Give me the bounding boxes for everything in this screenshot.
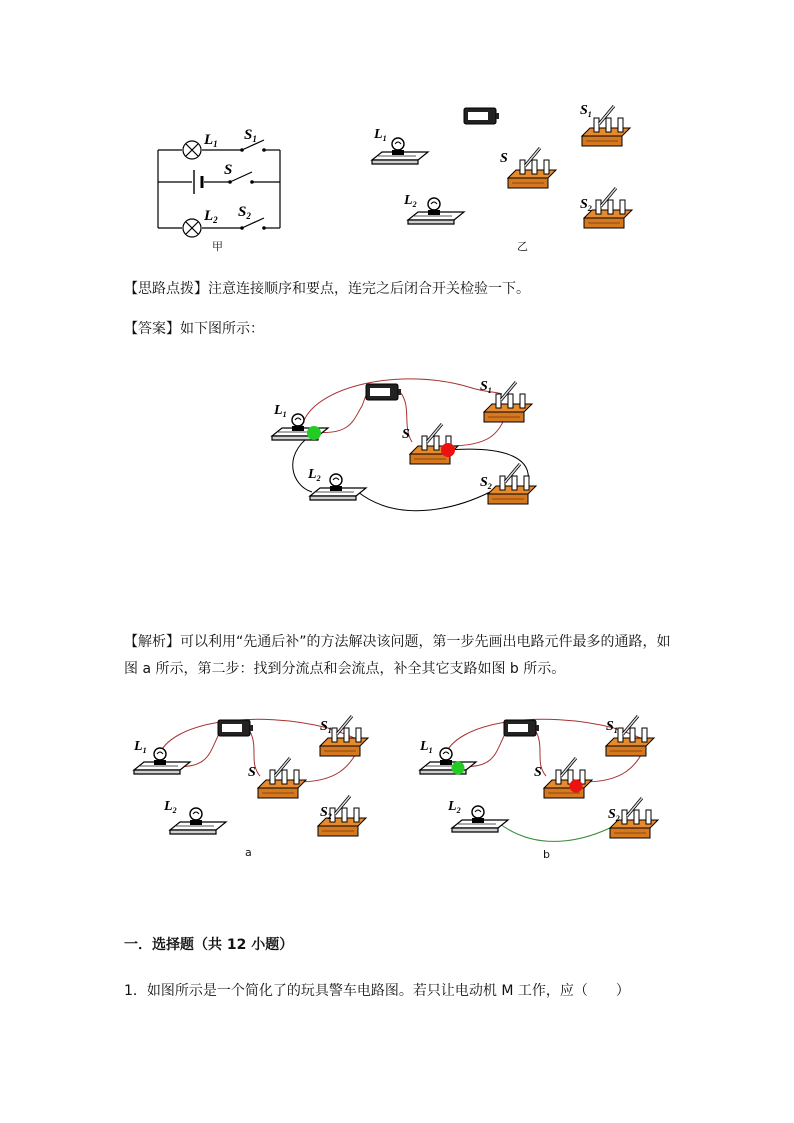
label-s1: S bbox=[244, 127, 253, 143]
svg-text:S2: $S_2$ bbox=[608, 807, 620, 823]
svg-text:S2: $S_2$ bbox=[238, 204, 251, 221]
battery-icon bbox=[464, 108, 499, 124]
svg-text:S1: $S_1$ bbox=[606, 719, 618, 735]
hint-bracket: 【思路点拨】 bbox=[124, 281, 208, 297]
components-figure-yi bbox=[360, 96, 650, 246]
svg-text:L2: $L_2$ bbox=[204, 208, 218, 225]
battery-symbol bbox=[194, 170, 202, 194]
answer-bracket: 【答案】 bbox=[124, 321, 180, 337]
circuit-diagram-jia bbox=[150, 122, 300, 252]
analysis-bracket: 【解析】 bbox=[124, 634, 180, 650]
svg-text:S: S bbox=[248, 765, 256, 780]
svg-text:L1: $L_1$ bbox=[134, 739, 147, 755]
analysis-text-1: 可以利用“先通后补”的方法解决该问题，第一步先画出电路元件最多的通路，如 bbox=[180, 634, 671, 650]
svg-text:S2: $S_2$ bbox=[320, 805, 332, 821]
svg-text:L1: $L_1$ bbox=[274, 403, 287, 419]
junction-node-green bbox=[452, 762, 465, 775]
svg-text:L1: $L_1$ bbox=[420, 739, 433, 755]
analysis-line-2: 图 a 所示，第二步：找到分流点和会流点，补全其它支路如图 b 所示。 bbox=[124, 661, 566, 677]
label-l1: L bbox=[204, 132, 214, 148]
lamp-l2-icon bbox=[170, 808, 226, 834]
svg-text:S: S bbox=[402, 427, 410, 442]
battery-icon bbox=[504, 720, 539, 736]
svg-text:L1: $L_1$ bbox=[204, 132, 218, 149]
label-s2: S bbox=[238, 204, 247, 220]
svg-text:S2: $S_2$ bbox=[580, 197, 592, 213]
junction-node-red bbox=[441, 443, 455, 457]
answer-text: 如下图所示： bbox=[180, 321, 264, 337]
answer-paragraph bbox=[124, 316, 264, 342]
figure-caption-yi: 乙 bbox=[517, 240, 528, 253]
branch-wire-green bbox=[500, 824, 614, 841]
junction-node-green bbox=[307, 426, 321, 440]
svg-text:L2: $L_2$ bbox=[404, 193, 417, 209]
svg-text:L2: $L_2$ bbox=[308, 467, 321, 483]
hint-text: 注意连接顺序和要点，连完之后闭合开关检验一下。 bbox=[208, 281, 530, 297]
svg-text:S1: $S_1$ bbox=[320, 719, 332, 735]
switch-s2-icon bbox=[488, 464, 536, 504]
svg-text:S1: $S_1$ bbox=[480, 379, 492, 395]
question-1-text: 1．如图所示是一个简化了的玩具警车电路图。若只让电动机 M 工作，应（ ） bbox=[124, 983, 630, 999]
svg-text:S: S bbox=[500, 151, 508, 166]
figure-caption-jia: 甲 bbox=[212, 240, 223, 253]
label-s: S bbox=[224, 162, 233, 178]
switch-s-icon bbox=[544, 758, 592, 798]
lamp-l2-symbol bbox=[183, 219, 201, 237]
switch-s-icon bbox=[508, 148, 556, 188]
svg-text:L2: $L_2$ bbox=[164, 799, 177, 815]
lamp-l1-symbol bbox=[183, 141, 201, 159]
label-l2: L bbox=[204, 208, 214, 224]
answer-circuit-figure bbox=[262, 366, 552, 526]
junction-node-red bbox=[570, 780, 583, 793]
figure-b bbox=[414, 706, 664, 846]
svg-text:S bbox=[224, 162, 232, 178]
svg-text:S1: $S_1$ bbox=[244, 127, 257, 144]
analysis-line-1 bbox=[124, 629, 671, 655]
battery-icon bbox=[218, 720, 253, 736]
figure-a bbox=[128, 706, 378, 846]
switch-s-icon bbox=[258, 758, 306, 798]
figure-caption-a: a bbox=[245, 846, 252, 859]
section-title: 一．选择题（共 12 小题） bbox=[124, 937, 294, 953]
svg-text:L2: $L_2$ bbox=[448, 799, 461, 815]
svg-text:L1: $L_1$ bbox=[374, 127, 387, 143]
hint-paragraph bbox=[124, 276, 530, 302]
svg-text:S: S bbox=[534, 765, 542, 780]
battery-icon bbox=[366, 384, 401, 400]
svg-text:S2: $S_2$ bbox=[480, 475, 492, 491]
svg-text:S1: $S_1$ bbox=[580, 103, 592, 119]
figure-caption-b: b bbox=[543, 848, 550, 861]
